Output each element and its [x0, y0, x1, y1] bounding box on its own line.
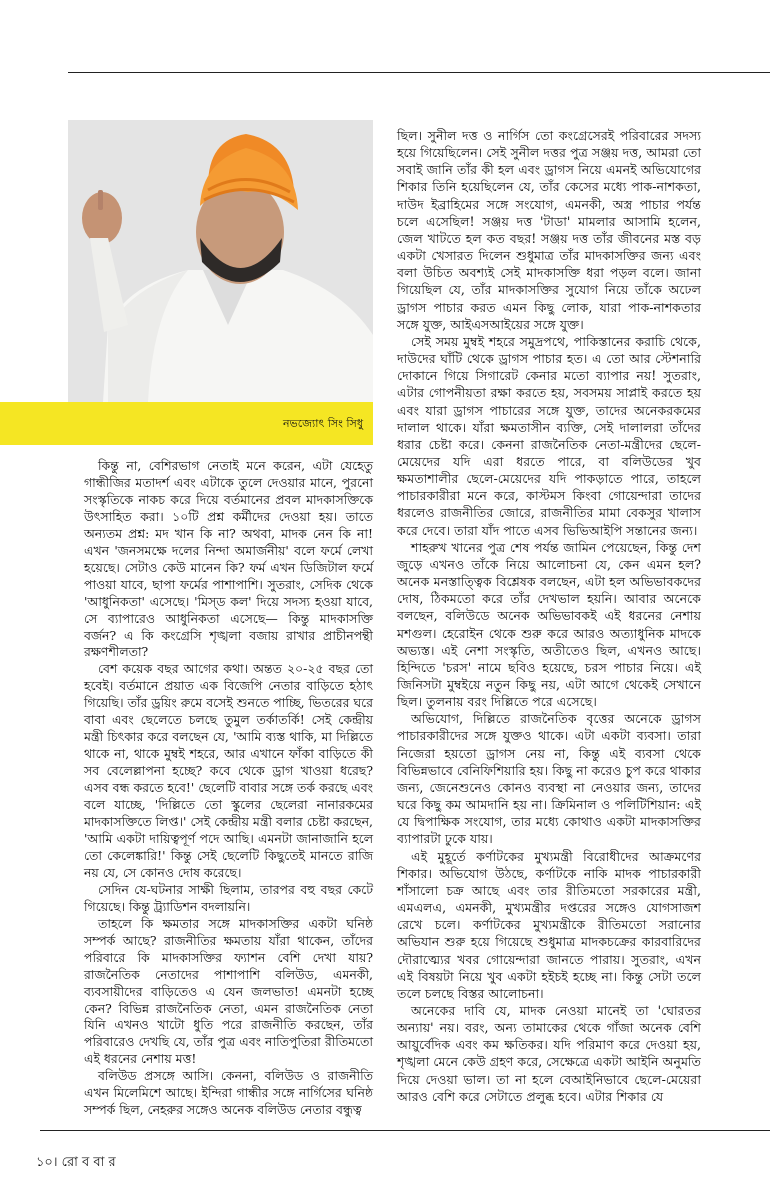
paragraph: কিন্তু না, বেশিরভাগ নেতাই মনে করেন, এটা যেহেতু গান্ধীজির মতাদর্শ এবং এটাকে তুলে দেওয়ার মানে, পুরনো সংস্কৃতিকে নাকচ করে দিয়ে বর্তমানের প্রবল মাদকাসক্তিকে উৎসাহিত করা। ১০টি প্রশ্ন কর্মীদের দেওয়া হয়। তাতে অন্যতম প্রশ্ন: মদ খান কি না? অথবা, মাদক নেন কি না! এখন 'জনসমক্ষে দলের নিন্দা অমার্জনীয়' বলে ফর্মে লেখা হয়েছে। সেটাও কেউ মানেন কি? ফর্ম এখন ডিজিটাল ফর্মে পাওয়া যাবে, ছাপা ফর্মের পাশাপাশি। সুতরাং, সেদিক থেকে 'আধুনিকতা' এসেছে। 'মিস্‌ড কল' দিয়ে সদস্য হওয়া যাবে, সে ব্যাপারেও আধুনিকতা এসেছে— কিন্তু মাদকাসক্তি বর্জন? এ কি কংগ্রেসি শৃঙ্খলা বজায় রাখার প্রাচীনপন্থী রক্ষণশীলতা? — [84, 458, 373, 660]
caption-bar — [0, 402, 373, 445]
left-column — [84, 458, 373, 1119]
bottom-rule — [40, 1130, 770, 1131]
paragraph: অনেকের দাবি যে, মাদক নেওয়া মানেই তা 'ঘোরতর অন্যায়' নয়। বরং, অন্য তামাকের থেকে গাঁজা অনেক বেশি আয়ুর্বেদিক এবং কম ক্ষতিকর। যদি পরিমাণ করে দেওয়া হয়, শৃঙ্খলা মেনে কেউ গ্রহণ করে, সেক্ষেত্রে একটা আইনি অনুমতি দিয়ে দেওয়া ভাল। তা না হলে বেআইনিভাবে ছেলে-মেয়েরা আরও বেশি করে সেটাতে প্রলুব্ধ হবে। এটার শিকার যে — [397, 1002, 701, 1104]
portrait-photo — [68, 120, 373, 402]
paragraph: বেশ কয়েক বছর আগের কথা। অন্তত ২০-২৫ বছর তো হবেই। বর্তমানে প্রয়াত এক বিজেপি নেতার বাড়িতে হঠাৎ গিয়েছি। তাঁর ড্রয়িং রুমে বসেই শুনতে পাচ্ছি, ভিতরের ঘরে বাবা এবং ছেলেতে চলছে তুমুল তর্কাতর্কি! সেই কেন্দ্রীয় মন্ত্রী চিৎকার করে বলছেন যে, 'আমি ব্যস্ত থাকি, মা দিল্লিতে থাকে না, থাকে মুম্বই শহরে, আর এখানে ফাঁকা বাড়িতে কী সব বেলেল্লাপনা হচ্ছে? কবে থেকে ড্রাগ খাওয়া ধরেছ? এসব বন্ধ করতে হবে!' ছেলেটি বাবার সঙ্গে তর্ক করছে এবং বলে যাচ্ছে, 'দিল্লিতে তো স্কুলের ছেলেরা নানারকমের মাদকাসক্তিতে লিপ্ত।' সেই কেন্দ্রীয় মন্ত্রী বলার চেষ্টা করছেন, 'আমি একটা দায়িত্বপূর্ণ পদে আছি। এমনটা জানাজানি হলে তো কেলেঙ্কারি!' কিন্তু সেই ছেলেটি কিছুতেই মানতে রাজি নয় যে, সে কোনও দোষ করেছে। — [84, 661, 373, 880]
paragraph: সেই সময় মুম্বই শহরে সমুদ্রপথে, পাকিস্তানের করাচি থেকে, দাউদের ঘাঁটি থেকে ড্রাগস পাচার হত। এ তো আর স্টেশনারি দোকানে গিয়ে সিগারেট কেনার মতো ব্যাপার নয়! সুতরাং, এটার গোপনীয়তা রক্ষা করতে হয়, সবসময় সাপ্লাই করতে হয় এবং যারা ড্রাগস পাচারের সঙ্গে যুক্ত, তাদের অনেকরকমের দালাল থাকে। যাঁরা ক্ষমতাসীন ব্যক্তি, সেই দালালরা তাঁদের ধরার চেষ্টা করে। কেননা রাজনৈতিক নেতা-মন্ত্রীদের ছেলে-মেয়েদের যদি এরা ধরতে পারে, বা বলিউডের খুব ক্ষমতাশালীর ছেলে-মেয়েদের যদি পাকড়াতে পারে, তাহলে পাচারকারীরা মনে করে, কাস্টমস কিংবা গোয়েন্দারা তাদের ধরলেও রাজনীতির জোরে, রাজনীতির মামা বেকসুর খালাস করে দেবে। তারা যাঁদ পাতে এসব ভিভিআইপি সন্তানের জন্য। — [397, 333, 701, 538]
paragraph: অভিযোগ, দিল্লিতে রাজনৈতিক বৃত্তের অনেকে ড্রাগস পাচারকারীদের সঙ্গে যুক্তও থাকে। এটা একটা ব্যবসা। তারা নিজেরা হয়তো ড্রাগস নেয় না, কিন্তু এই ব্যবসা থেকে বিভিন্নভাবে বেনিফিশিয়ারি হয়। কিছু না করেও চুপ করে থাকার জন্য, জেনেশুনেও কোনও ব্যবস্থা না নেওয়ার জন্য, তাদের ঘরে কিছু কম আমদানি হয় না। ক্রিমিনাল ও পলিটিশিয়ান: এই যে দ্বিপাক্ষিক সংযোগ, তার মধ্যে কোথাও একটা মাদকাসক্তির ব্যাপারটা ঢুকে যায়। — [397, 711, 701, 847]
page-folio: ১০। রো ব বা র — [36, 1155, 116, 1170]
paragraph: বলিউড প্রসঙ্গে আসি। কেননা, বলিউড ও রাজনীতি এখন মিলেমিশে আছে। ইন্দিরা গান্ধীর সঙ্গে নার্গিসের ঘনিষ্ঠ সম্পর্ক ছিল, নেহরুর সঙ্গেও অনেক বলিউড নেতার বন্ধুত্ব — [84, 1068, 373, 1118]
right-column — [397, 127, 701, 1105]
paragraph: তাহলে কি ক্ষমতার সঙ্গে মাদকাসক্তির একটা ঘনিষ্ঠ সম্পর্ক আছে? রাজনীতির ক্ষমতায় যাঁরা থাকেন, তাঁদের পরিবারে কি মাদকাসক্তির ফ্যাশন বেশি দেখা যায়? রাজনৈতিক নেতাদের পাশাপাশি বলিউড, এমনকী, ব্যবসায়ীদের বাড়িতেও এ যেন জলভাত! এমনটা হচ্ছে কেন? বিভিন্ন রাজনৈতিক নেতা, এমন রাজনৈতিক নেতা যিনি এখনও খাটো ধুতি পরে রাজনীতি করছেন, তাঁর পরিবারেও দেখছি যে, তাঁর পুত্র এবং নাতিপুতিরা রীতিমতো এই ধরনের নেশায় মত্ত! — [84, 915, 373, 1067]
paragraph: শাহরুখ খানের পুত্র শেষ পর্যন্ত জামিন পেয়েছেন, কিন্তু দেশ জুড়ে এখনও তাঁকে নিয়ে আলোচনা যে, কেন এমন হল? অনেক মনস্তাত্ত্বিক বিশ্লেষক বলছেন, এটা হল অভিভাবকদের দোষ, ঠিকমতো করে তাঁর দেখভাল হয়নি। আবার অনেকে বলছেন, বলিউডে অনেক অভিভাবকই এই ধরনের নেশায় মশগুল। হেরোইন থেকে শুরু করে আরও অত্যাধুনিক মাদকে অভ্যস্ত। এই নেশা সংস্কৃতি, অতীতেও ছিল, এখনও আছে। হিন্দিতে 'চরস' নামে ছবিও হয়েছে, চরস পাচার নিয়ে। এই জিনিসটা মুম্বইয়ে নতুন কিছু নয়, এটা আগে থেকেই সেখানে ছিল। তুলনায় বরং দিল্লিতে পরে এসেছে। — [397, 539, 701, 710]
paragraph: ছিল। সুনীল দত্ত ও নার্গিস তো কংগ্রেসেরই পরিবারের সদস্য হয়ে গিয়েছিলেন। সেই সুনীল দত্তর পুত্র সঞ্জয় দত্ত, আমরা তো সবাই জানি তাঁর কী হল এবং ড্রাগস নিয়ে এমনই অভিযোগের শিকার তিনি হয়েছিলেন যে, তাঁর কেসের মধ্যে পাক-নাশকতা, দাউদ ইব্রাহিমের সঙ্গে সংযোগ, এমনকী, অস্ত্র পাচার পর্যন্ত চলে এসেছিল! সঞ্জয় দত্ত 'টাডা' মামলার আসামি হলেন, জেল খাটতে হল কত বছর! সঞ্জয় দত্ত তাঁর জীবনের মস্ত বড় একটা খেসারত দিলেন শুধুমাত্র তাঁর মাদকাসক্তির জন্য এবং বলা উচিত অবশ্যই সেই মাদকাসক্তি ধরা পড়ল বলে। জানা গিয়েছিল যে, তাঁর মাদকাসক্তির সুযোগ নিয়ে তাঁকে অঢেল ড্রাগস পাচার করত এমন কিছু লোক, যারা পাক-নাশকতার সঙ্গে যুক্ত, আইএসআইয়ের সঙ্গে যুক্ত। — [397, 128, 701, 332]
photo-caption: নভজ্যোৎ সিং সিধু — [282, 417, 363, 430]
top-rule — [68, 72, 770, 73]
paragraph: এই মুহূর্তে কর্ণাটকের মুখ্যমন্ত্রী বিরোধীদের আক্রমণের শিকার। অভিযোগ উঠছে, কর্ণাটকে নাকি মাদক পাচারকারী শাঁসালো চক্র আছে এবং তার রীতিমতো সরকারের মন্ত্রী, এমএলএ, এমনকী, মুখ্যমন্ত্রীর দপ্তরের সঙ্গেও যোগসাজশ রেখে চলে। কর্ণাটকের মুখ্যমন্ত্রীকে রীতিমতো সরানোর অভিযান শুরু হয়ে গিয়েছে শুধুমাত্র মাদকচক্রের কারবারিদের দৌরাত্ম্যের খবর গোয়েন্দারা জানতে পারায়। সুতরাং, এখন এই বিষয়টা নিয়ে খুব একটা হইচই হচ্ছে না। কিন্তু সেটা তলে তলে চলছে বিস্তর আলোচনা। — [397, 848, 701, 1001]
paragraph: সেদিন যে-ঘটনার সাক্ষী ছিলাম, তারপর বহু বছর কেটে গিয়েছে। কিন্তু ট্র্যাডিশন বদলায়নি। — [84, 881, 373, 914]
